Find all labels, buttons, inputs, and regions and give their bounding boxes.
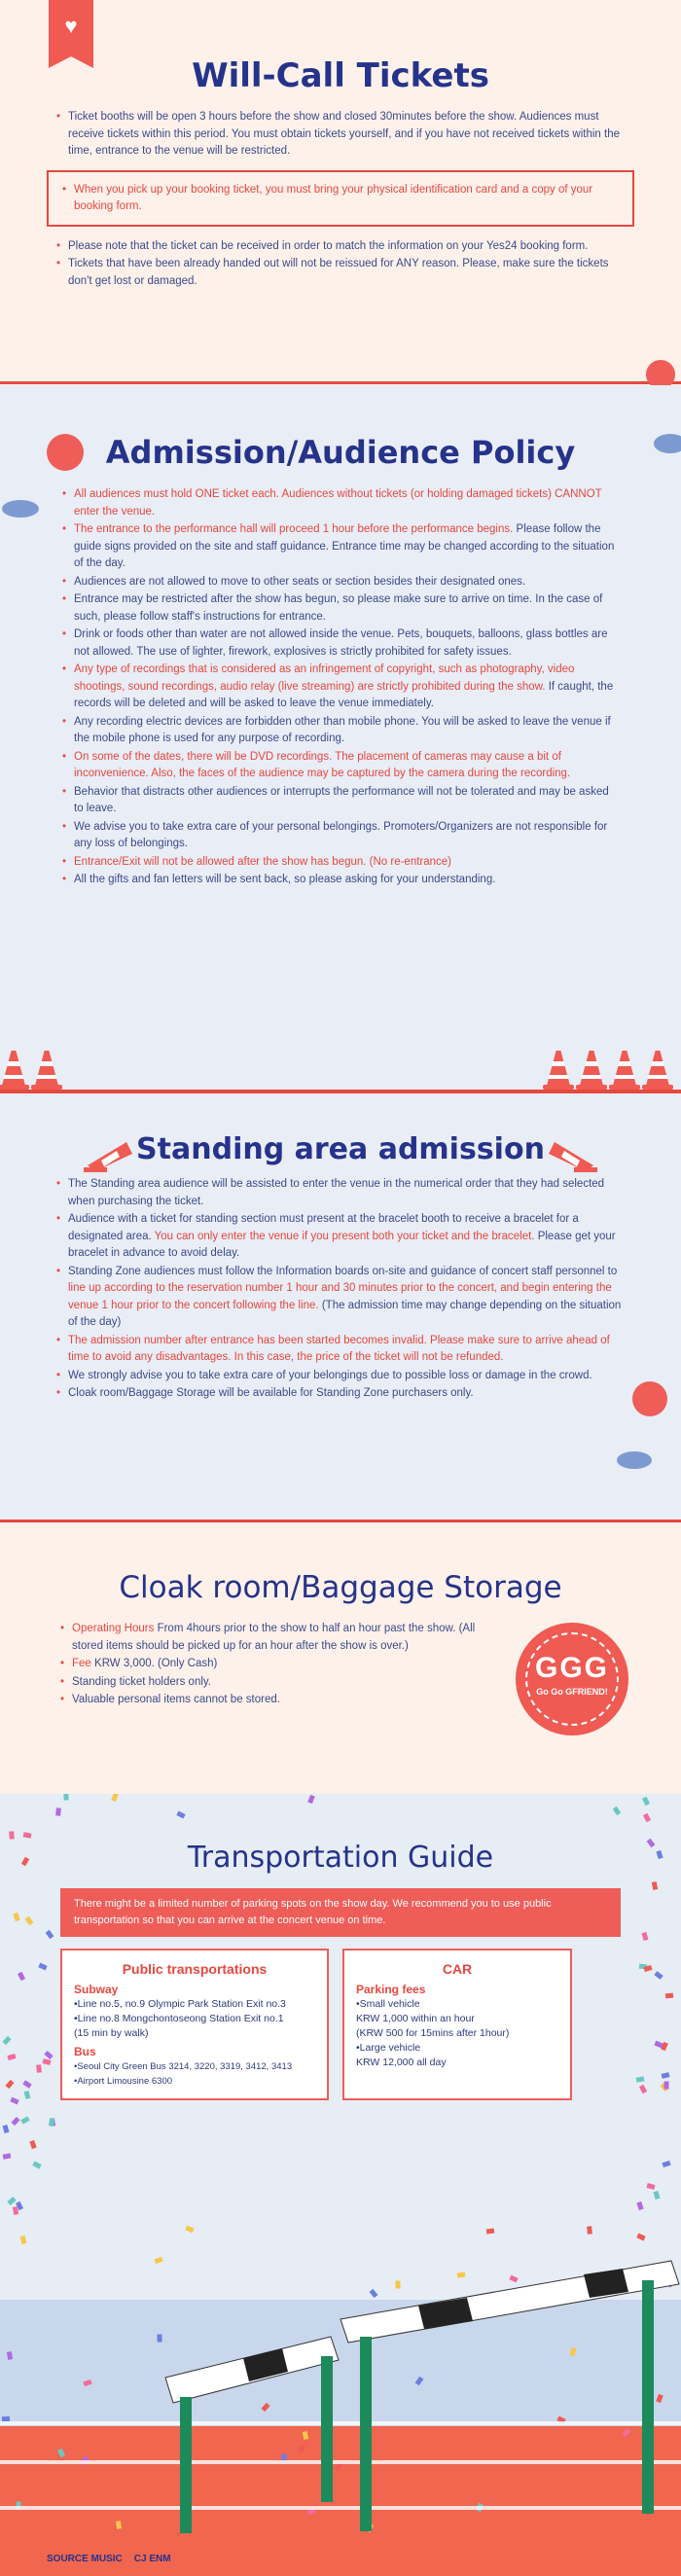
cloud-decoration [654, 434, 681, 453]
confetti-piece [46, 1929, 54, 1938]
traffic-cone-icon [0, 1051, 27, 1090]
cj-enm-logo: CJ ENM [133, 2554, 171, 2564]
confetti-piece [2, 2154, 11, 2160]
cloud-decoration [617, 1451, 652, 1469]
confetti-piece [23, 2080, 32, 2089]
list-item: • The entrance to the performance hall will proceed 1 hour before the performance begins. Please follow the guide signs provided on the site and staff guidance. Entrance time may be changed according to the situation of the day. [60, 521, 621, 573]
list-item: • Tickets that have been already handed out will not be reissued for ANY reason. Please, make sure the tickets don't get lost or damaged. [54, 256, 627, 290]
fallen-cone-icon [84, 1134, 142, 1173]
confetti-piece [32, 2161, 41, 2168]
confetti-piece [647, 2183, 656, 2190]
confetti-piece [644, 1965, 653, 1972]
confetti-piece [2, 2036, 11, 2045]
confetti-piece [654, 2191, 661, 2200]
traffic-cone-icon [33, 1051, 60, 1090]
willcall-list [54, 109, 627, 161]
confetti-piece [13, 1913, 19, 1921]
subway-line: •Line no.5, no.9 Olympic Park Station Exit no.3 [74, 1998, 286, 2010]
policy-section [0, 385, 681, 1105]
confetti-piece [642, 1932, 649, 1941]
list-item: • The admission number after entrance has been started becomes invalid. Please make sure to arrive ahead of time to avoid any disadvantages. In this case, the price of the ticket will not be refunded. [54, 1333, 627, 1367]
list-item: • Valuable personal items cannot be stored. [58, 1692, 486, 1709]
policy-title: Admission/Audience Policy [105, 434, 576, 471]
cloud-decoration [2, 500, 39, 518]
list-item: • Operating Hours From 4hours prior to the show to half an hour past the show. (All stored items should be picked up for an hour after the show is over.) [58, 1621, 486, 1655]
fallen-cone-icon [539, 1134, 597, 1173]
ball-decoration [47, 434, 84, 471]
confetti-piece [185, 2226, 194, 2234]
confetti-piece [665, 1993, 673, 1999]
standing-list [54, 1176, 627, 1403]
confetti-piece [654, 1972, 663, 1981]
confetti-piece [20, 2116, 29, 2124]
confetti-piece [20, 2236, 26, 2244]
public-transport-box [60, 1949, 329, 2100]
parking-notice-banner: There might be a limited number of parking spots on the show day. We recommend you to use public transportation so that you can arrive at the concert venue on time. [60, 1888, 621, 1937]
hurdles-illustration [0, 2251, 681, 2543]
list-item: • When you pick up your booking ticket, you must bring your physical identification card and a copy of your booking form. [60, 182, 621, 216]
confetti-piece [43, 2058, 52, 2065]
car-box [342, 1949, 572, 2100]
fee-line: KRW 1,000 within an hour [356, 2013, 475, 2024]
confetti-piece [663, 2161, 671, 2167]
subway-line: (15 min by walk) [74, 2027, 149, 2039]
confetti-piece [23, 2091, 30, 2099]
transport-boxes [60, 1949, 621, 2100]
list-item: • Behavior that distracts other audiences or interrupts the performance will not be tolerated and may be asked to leave. [60, 784, 621, 818]
confetti-piece [23, 1832, 32, 1838]
source-music-logo: SOURCE MUSIC [47, 2554, 123, 2564]
confetti-piece [17, 1972, 24, 1981]
confetti-piece [30, 2140, 37, 2149]
confetti-piece [587, 2227, 592, 2235]
cones-left [0, 1047, 60, 1090]
transport-section [0, 1794, 681, 2576]
list-item: • Please note that the ticket can be received in order to match the information on your Yes24 booking form. [54, 238, 627, 256]
divider [0, 1090, 681, 1093]
policy-list [60, 486, 621, 889]
bus-label: Bus [74, 2045, 96, 2058]
standing-section [0, 1105, 681, 1523]
list-item: • Any type of recordings that is considered as an infringement of copyright, such as photography, video shootings, sound recordings, audio relay (live streaming) are strictly prohibited during the show. If caught, the records will be deleted and will be asked to leave the venue immediately. [60, 662, 621, 713]
list-item: • Ticket booths will be open 3 hours before the show and closed 30minutes before the show. Audiences must receive tickets within this period. You must obtain tickets yourself, and if you have not received tickets within the time, entrance to the venue will be restricted. [54, 109, 627, 161]
confetti-piece [652, 1881, 658, 1890]
standing-title: Standing area admission [136, 1132, 545, 1166]
confetti-piece [636, 2076, 645, 2082]
confetti-piece [6, 2080, 15, 2089]
cones-right [545, 1047, 671, 1090]
bus-line: •Seoul City Green Bus 3214, 3220, 3319, 3412, 3413 [74, 2061, 293, 2072]
willcall-title: Will-Call Tickets [192, 56, 489, 95]
confetti-piece [654, 2041, 663, 2049]
list-item: • We strongly advise you to take extra care of your belongings due to possible loss or damage in the crowd. [54, 1368, 627, 1385]
traffic-cone-icon [545, 1051, 572, 1090]
parking-fees-label: Parking fees [356, 1983, 426, 1996]
confetti-piece [7, 2054, 16, 2060]
fee-line: •Small vehicle [356, 1998, 420, 2010]
confetti-piece [485, 2229, 494, 2235]
traffic-cone-icon [644, 1051, 671, 1090]
cloak-list [58, 1621, 486, 1709]
confetti-piece [49, 2118, 54, 2127]
list-item: • All audiences must hold ONE ticket each. Audiences without tickets (or holding damaged tickets) CANNOT enter the venue. [60, 486, 621, 520]
fee-line: KRW 12,000 all day [356, 2057, 447, 2068]
list-item: • Entrance/Exit will not be allowed after the show has begun. (No re-entrance) [60, 854, 621, 872]
confetti-piece [662, 2072, 670, 2079]
list-item: • Any recording electric devices are forbidden other than mobile phone. You will be asked to leave the venue if the mobile phone is used for any purpose of recording. [60, 714, 621, 748]
list-item: • All the gifts and fan letters will be sent back, so please asking for your understanding. [60, 872, 621, 889]
car-heading: CAR [442, 1961, 473, 1977]
confetti-piece [639, 2084, 647, 2093]
list-item: • Drink or foods other than water are not allowed inside the venue. Pets, bouquets, balloons, glass bottles are not allowed. The use of lighter, firework, explosives is strictly prohibited for safety issues. [60, 626, 621, 661]
transport-title: Transportation Guide [187, 1841, 494, 1875]
sponsor-logos [47, 2554, 171, 2564]
confetti-piece [11, 2117, 19, 2126]
divider [0, 1520, 681, 1522]
divider [0, 381, 681, 384]
list-item: • Entrance may be restricted after the show has begun, so please make sure to arrive on time. In the case of such, please follow staff's instructions for entrance. [60, 591, 621, 626]
confetti-piece [10, 2097, 18, 2105]
confetti-piece [3, 2125, 10, 2133]
cloak-section [0, 1523, 681, 1794]
fee-line: (KRW 500 for 15mins after 1hour) [356, 2027, 510, 2039]
willcall-section [0, 0, 681, 385]
public-heading: Public transportations [122, 1961, 268, 1977]
subway-label: Subway [74, 1983, 119, 1996]
ball-decoration [632, 1381, 667, 1416]
list-item: • The Standing area audience will be assisted to enter the venue in the numerical order that they had selected when purchasing the ticket. [54, 1176, 627, 1210]
subway-line: •Line no.8 Mongchontoseong Station Exit no.1 [74, 2013, 284, 2024]
list-item: • Cloak room/Baggage Storage will be available for Standing Zone purchasers only. [54, 1385, 627, 1403]
list-item: • Audience with a ticket for standing section must present at the bracelet booth to receive a bracelet for a designated area. You can only enter the venue if you present both your ticket and the bracelet. Please get your bracelet in advance to avoid delay. [54, 1211, 627, 1263]
ball-decoration [646, 360, 675, 385]
list-item: • Audiences are not allowed to move to other seats or section besides their designated ones. [60, 574, 621, 591]
ggg-stamp-logo: GGG Go Go GFRIEND! [516, 1623, 628, 1735]
list-item: • Fee KRW 3,000. (Only Cash) [58, 1656, 486, 1673]
cloak-title: Cloak room/Baggage Storage [119, 1570, 562, 1605]
confetti-piece [637, 2200, 644, 2209]
list-item: • We advise you to take extra care of your personal belongings. Promoters/Organizers are not responsible for any loss of belongings. [60, 819, 621, 853]
confetti-piece [7, 2197, 16, 2205]
traffic-cone-icon [578, 1051, 605, 1090]
willcall-list-2 [54, 238, 627, 291]
list-item: • Standing Zone audiences must follow the Information boards on-site and guidance of concert staff personnel to line up according to the reservation number 1 hour and 30 minutes prior to the concert, and begin entering the venue 1 hour prior to the concert following the line. (The admission time may change depending on the situation of the day) [54, 1264, 627, 1332]
confetti-piece [664, 2082, 669, 2090]
confetti-piece [38, 1963, 47, 1971]
confetti-piece [636, 2233, 645, 2240]
bus-line: •Airport Limousine 6300 [74, 2076, 173, 2087]
confetti-piece [25, 1916, 34, 1925]
heart-ribbon-icon: ♥ [49, 0, 93, 56]
traffic-cone-icon [611, 1051, 638, 1090]
id-notice-box [47, 170, 634, 227]
list-item: • Standing ticket holders only. [58, 1674, 486, 1692]
fee-line: •Large vehicle [356, 2042, 421, 2054]
confetti-piece [36, 2065, 42, 2073]
list-item: • On some of the dates, there will be DVD recordings. The placement of cameras may cause a bit of inconvenience. Also, the faces of the audience may be captured by the camera during the recording. [60, 749, 621, 783]
confetti-piece [9, 1831, 15, 1839]
confetti-piece [64, 1794, 69, 1801]
